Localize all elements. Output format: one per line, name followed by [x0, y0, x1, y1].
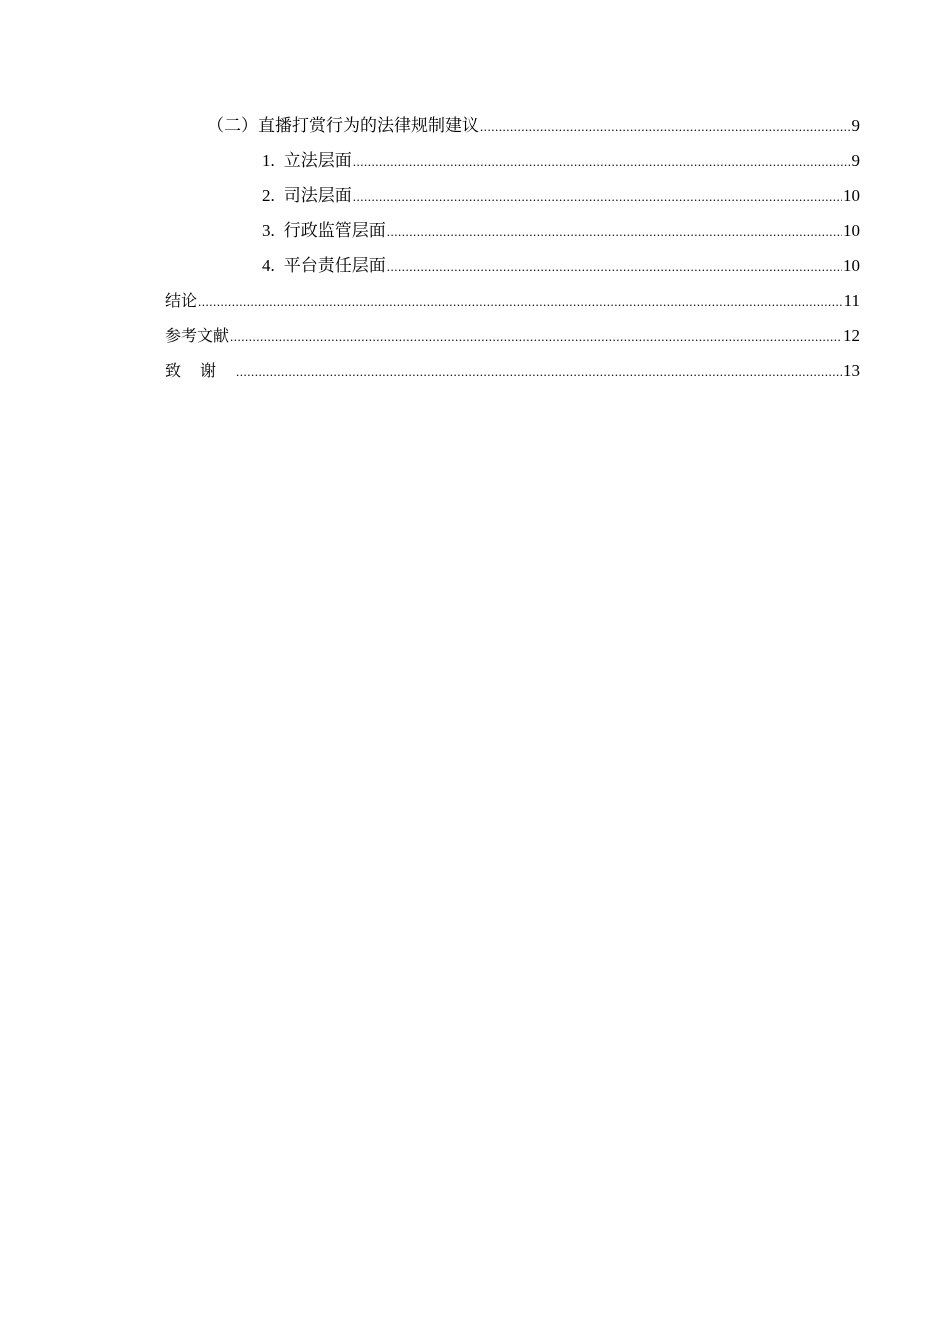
toc-entry-page: 12: [843, 326, 860, 345]
toc-entry-title: 结论: [165, 291, 198, 310]
toc-entry-number: 4.: [262, 256, 275, 275]
toc-entry-conclusion[interactable]: [165, 289, 860, 313]
toc-entry-platform-level[interactable]: [262, 254, 860, 278]
toc-entry-number: 3.: [262, 221, 275, 240]
dot-leader: [353, 185, 842, 209]
toc-entry-acknowledgements[interactable]: [165, 359, 860, 383]
toc-entry-title: 立法层面: [283, 151, 352, 170]
toc-entry-legislative-level[interactable]: [262, 149, 860, 173]
toc-entry-administrative-level[interactable]: [262, 219, 860, 243]
toc-entry-page: 13: [843, 361, 860, 380]
toc-entry-number: 1.: [262, 151, 275, 170]
toc-entry-page: 9: [851, 151, 860, 170]
toc-entry-title: （二）直播打赏行为的法律规制建议: [207, 116, 479, 135]
dot-leader: [480, 115, 851, 139]
toc-entry-judicial-level[interactable]: [262, 184, 860, 208]
dot-leader: [230, 325, 842, 349]
toc-entry-title: 行政监管层面: [283, 221, 386, 240]
toc-entry-page: 11: [843, 291, 860, 310]
dot-leader: [387, 220, 842, 244]
toc-entry-title: 平台责任层面: [283, 256, 386, 275]
dot-leader: [236, 360, 842, 384]
toc-entry-title: 参考文献: [165, 326, 230, 345]
toc-entry-number: 2.: [262, 186, 275, 205]
dot-leader: [353, 150, 851, 174]
toc-entry-legal-regulation-suggestions[interactable]: [207, 114, 860, 138]
toc-entry-references[interactable]: [165, 324, 860, 348]
toc-entry-page: 10: [843, 221, 860, 240]
toc-entry-title: 司法层面: [283, 186, 352, 205]
toc-entry-page: 10: [843, 186, 860, 205]
toc-entry-page: 9: [851, 116, 860, 135]
toc-entry-page: 10: [843, 256, 860, 275]
toc-entry-title: 致谢: [165, 361, 236, 380]
dot-leader: [198, 290, 843, 314]
dot-leader: [387, 255, 842, 279]
